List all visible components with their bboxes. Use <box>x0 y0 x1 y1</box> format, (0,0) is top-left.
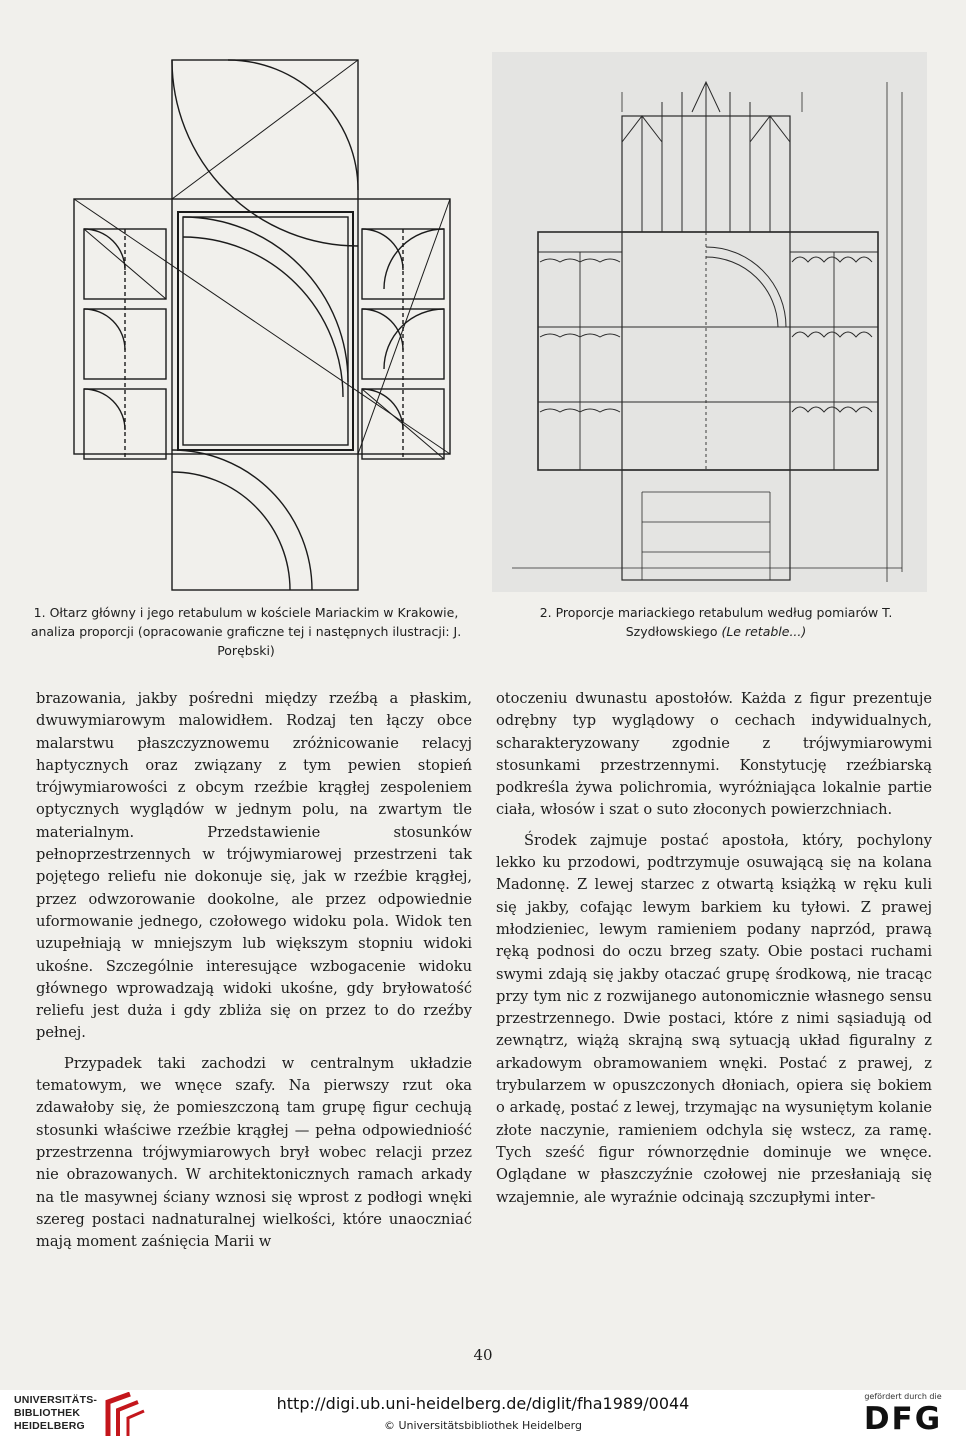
left-paragraph-2: Przypadek taki zachodzi w centralnym układzie tematowym, we wnęce szafy. Na pierwszy rzut oka zdawałoby się, że pomieszczoną tam grupę figur cechują stosunki właściwe rzeźbie krągłej — pełna odpowiedniość przestrzenna trójwymiarowych brył wobec relacji przez nie obrazowanych. W architektonicznych ramach arkady na tle masywnej ściany wznosi się wprost z podłogi wnęki szereg postaci nadnaturalnej wielkości, które unaoczniać mają moment zaśnięcia Marii w <box>36 1054 472 1251</box>
right-paragraph-1: otoczeniu dwunastu apostołów. Każda z figur prezentuje odrębny typ wyglądowy o cechach indywidualnych, scharakteryzowany zgodnie z trójwymiarowymi stosunkami przestrzennymi. Konstytucję rzeźbiarską podkreśla żywa polichromia, wyróżniająca lokalnie partie ciała, włosów i szat o suto złoconych powierzchniach. <box>496 690 932 819</box>
fig1-diagonals <box>74 60 450 459</box>
text-column-left <box>36 688 472 1253</box>
figure-2-caption: 2. Proporcje mariackiego retabulum według pomiarów T. Szydłowskiego (Le retable...) <box>539 605 893 639</box>
fig1-proportion-arcs <box>84 60 444 590</box>
fig2-pinnacles <box>622 82 790 232</box>
dfg-wordmark: DFG <box>863 1401 943 1437</box>
fig1-central-strip <box>172 60 358 590</box>
funder-note: gefördert durch die <box>864 1392 942 1401</box>
figure-1-proportion-diagram <box>28 52 463 592</box>
fig2-predella <box>622 470 790 580</box>
fig2-dimension-lines <box>512 82 902 582</box>
page-number: 40 <box>473 1346 493 1364</box>
fig2-wings-band <box>538 232 878 470</box>
fig1-shrine <box>178 212 353 450</box>
permalink-url[interactable]: http://digi.ub.uni-heidelberg.de/diglit/fha1989/0044 <box>276 1394 690 1413</box>
figure-2-measured-drawing <box>492 52 927 592</box>
figure-1-caption: 1. Ołtarz główny i jego retabulum w kościele Mariackim w Krakowie, analiza proporcji (opracowanie graficzne tej i następnych ilustracji: J. Porębski) <box>30 605 462 658</box>
text-column-right <box>496 688 932 1209</box>
left-paragraph-1: brazowania, jakby pośredni między rzeźbą a płaskim, dwuwymiarowym malowidłem. Rodzaj ten łączy obce malarstwu płaszczyznowemu zróżnicowanie relacyj haptycznych oraz związany z tym pewien stopień trójwymiarowości z obcym rzeźbie krągłej zespoleniem optycznych wyglądów w jednym polu, na zwartym tle materialnym. Przedstawienie stosunków pełnoprzestrzennych w trójwymiarowej przestrzeni tak pojętego reliefu nie dokonuje się, jak w rzeźbie krągłej, przez odwzorowanie dookolne, ale przez odpowiednie uformowanie jednego, czołowego widoku pola. Widok ten uzupełniają w mniejszym lub większym stopniu widoki ukośne. Szczególnie interesujące wzbogacenie widoku głównego wprowadzają widoki ukośne, gdy bryłowatość reliefu jest duża i gdy zbliża się on przez to do rzeźby pełnej. <box>36 690 472 1042</box>
fig2-wing-dividers <box>538 232 878 470</box>
library-name: UNIVERSITÄTS- BIBLIOTHEK HEIDELBERG <box>14 1394 98 1432</box>
dfg-funder-logo <box>850 1392 956 1438</box>
copyright-notice: © Universitätsbibliothek Heidelberg <box>383 1419 582 1432</box>
right-paragraph-2: Środek zajmuje postać apostoła, który, pochylony lekko ku przodowi, podtrzymuje osuwającą się na kolana Madonnę. Z lewej starzec z otwartą książką w ręku kuli się jakby, cofając lewym barkiem ku tyłowi. Z prawej młodzieniec, lewym ramieniem podany naprzód, prawą ręką podnosi do oczu brzeg szaty. Obie postaci ruchami swymi zdają się jakby otaczać grupę środkową, nie tracąc przy tym nic z rozwijanego autonomicznie własnego sensu przestrzennego. Dwie postaci, które z nimi sąsiadują od zewnątrz, wiążą skrajną swą sytuacją układ figuralny z arkadowym obramowaniem wnęki. Postać z prawej, z trybularzem w opuszczonych dłoniach, opiera się bokiem o arkadę, postać z lewej, trzymając na wysuniętym kolanie złote naczynie, ramieniem odchyla się wstecz, za ramę. Tych sześć figur równorzędnie dominuje we wnęce. Oglądane w płaszczyźnie czołowej nie przesłaniają się wzajemnie, ale wyraźnie odcinają szczupłymi inter- <box>496 831 932 1206</box>
